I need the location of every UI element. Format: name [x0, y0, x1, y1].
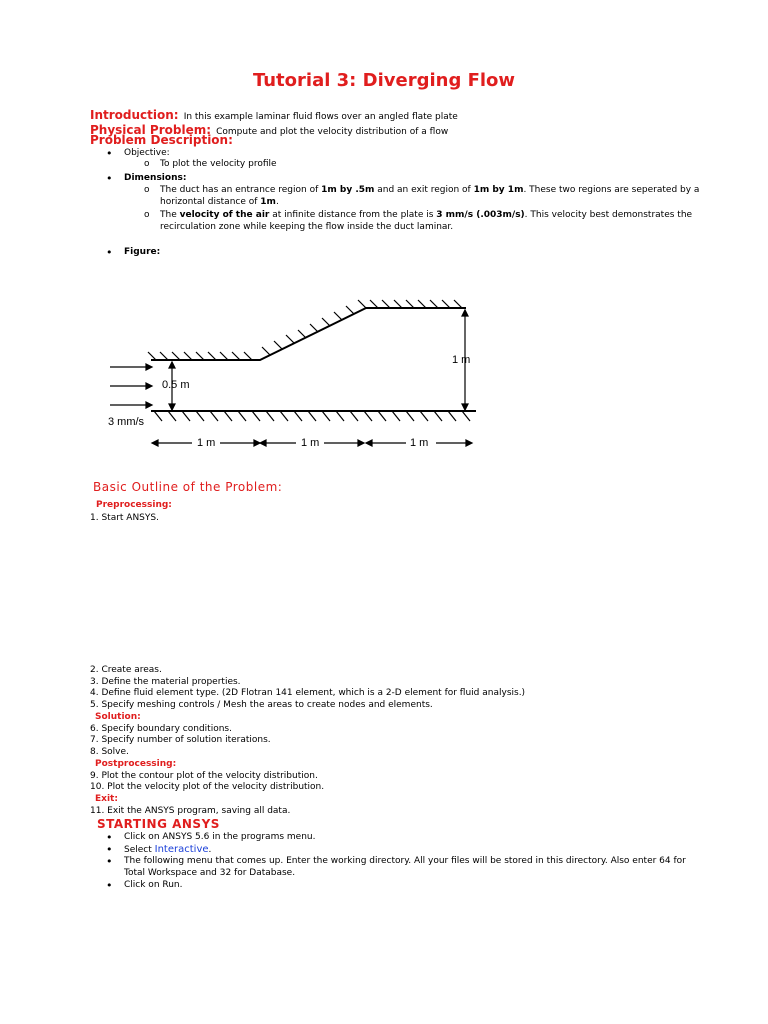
- dimensions-label: Dimensions:: [124, 173, 187, 183]
- dim1-text-d: 1m by 1m: [473, 185, 524, 195]
- physical-problem-label: Physical Problem:: [90, 123, 212, 137]
- step-4: 4. Define fluid element type. (2D Flotran 141 element, which is a 2-D element for fluid analysis.): [90, 688, 526, 698]
- circle-bullet-icon: o: [144, 185, 150, 195]
- bullet-icon: •: [106, 831, 113, 844]
- preprocessing-label: Preprocessing:: [96, 500, 172, 510]
- select-text: Select: [124, 845, 155, 855]
- starting-item-4-text: Click on Run.: [124, 880, 183, 890]
- introduction-label: Introduction:: [90, 108, 179, 122]
- dim1-text-c: and an exit region of: [374, 185, 474, 195]
- dim1-text-e: . These two regions are seperated by a: [523, 185, 700, 195]
- period-text: .: [208, 845, 212, 855]
- duct-diagram: [96, 280, 496, 460]
- bottom-hatching: [154, 411, 470, 421]
- starting-item-1-text: Click on ANSYS 5.6 in the programs menu.: [124, 832, 316, 842]
- dimensions-subitem-1-line2: [160, 197, 279, 207]
- step-11: 11. Exit the ANSYS program, saving all data.: [90, 806, 291, 816]
- bullet-icon: •: [106, 855, 113, 868]
- dim2-text-b: velocity of the air: [179, 210, 270, 220]
- starting-ansys-heading: STARTING ANSYS: [97, 817, 220, 831]
- dim1-text-a: The duct has an entrance region of: [160, 185, 322, 195]
- step-10: 10. Plot the velocity plot of the velocity distribution.: [90, 782, 325, 792]
- exit-label: Exit:: [95, 794, 118, 804]
- segment-2-label: 1 m: [301, 437, 320, 449]
- slope-hatching: [262, 300, 366, 355]
- top-outlet-hatching: [370, 300, 462, 308]
- introduction-text: In this example laminar fluid flows over an angled flate plate: [183, 112, 458, 122]
- postprocessing-label: Postprocessing:: [95, 759, 177, 769]
- segment-1-label: 1 m: [197, 437, 216, 449]
- objective-label: Objective:: [124, 148, 170, 158]
- bullet-icon: •: [106, 879, 113, 892]
- step-5: 5. Specify meshing controls / Mesh the areas to create nodes and elements.: [90, 700, 433, 710]
- segment-3-label: 1 m: [410, 437, 429, 449]
- step-3: 3. Define the material properties.: [90, 677, 241, 687]
- problem-description-label: Problem Description:: [90, 133, 233, 147]
- physical-problem-text: Compute and plot the velocity distribution of a flow: [216, 127, 449, 137]
- outline-heading: Basic Outline of the Problem:: [93, 480, 283, 494]
- dim1-line2-b: 1m: [260, 197, 276, 207]
- starting-item-3-line2: Total Workspace and 32 for Database.: [124, 868, 296, 878]
- dim2-text-a: The: [160, 210, 180, 220]
- velocity-label: 3 mm/s: [108, 416, 145, 428]
- dim1-line2-c: .: [275, 197, 279, 207]
- bullet-icon: •: [106, 246, 113, 259]
- figure-label: Figure:: [124, 247, 161, 257]
- circle-bullet-icon: o: [144, 210, 150, 220]
- step-7: 7. Specify number of solution iterations.: [90, 735, 271, 745]
- bullet-icon: •: [106, 843, 113, 856]
- top-inlet-hatching: [148, 352, 252, 360]
- solution-label: Solution:: [95, 712, 141, 722]
- dim1-line2-a: horizontal distance of: [160, 197, 261, 207]
- dim2-text-c: at infinite distance from the plate is: [269, 210, 437, 220]
- dim1-text-b: 1m by .5m: [321, 185, 375, 195]
- bullet-icon: •: [106, 147, 113, 160]
- outlet-height-label: 1 m: [452, 354, 471, 366]
- dimensions-subitem-2-line2: recirculation zone while keeping the flow inside the duct laminar.: [160, 222, 454, 232]
- bullet-icon: •: [106, 172, 113, 185]
- step-6: 6. Specify boundary conditions.: [90, 724, 232, 734]
- step-1: 1. Start ANSYS.: [90, 513, 159, 523]
- step-9: 9. Plot the contour plot of the velocity distribution.: [90, 771, 318, 781]
- top-wall: [151, 308, 466, 360]
- starting-item-3-line1: The following menu that comes up. Enter the working directory. All your files will be stored in this directory. Also enter 64 for: [124, 856, 686, 866]
- step-2: 2. Create areas.: [90, 665, 162, 675]
- objective-subtext: To plot the velocity profile: [160, 159, 277, 169]
- step-8: 8. Solve.: [90, 747, 129, 757]
- dim2-text-d: 3 mm/s (.003m/s): [436, 210, 525, 220]
- circle-bullet-icon: o: [144, 159, 150, 169]
- dim2-text-e: . This velocity best demonstrates the: [524, 210, 693, 220]
- inlet-height-label: 0.5 m: [162, 379, 190, 391]
- page-title: Tutorial 3: Diverging Flow: [252, 70, 516, 91]
- inflow-arrows: [110, 364, 152, 408]
- interactive-link[interactable]: Interactive: [154, 844, 209, 855]
